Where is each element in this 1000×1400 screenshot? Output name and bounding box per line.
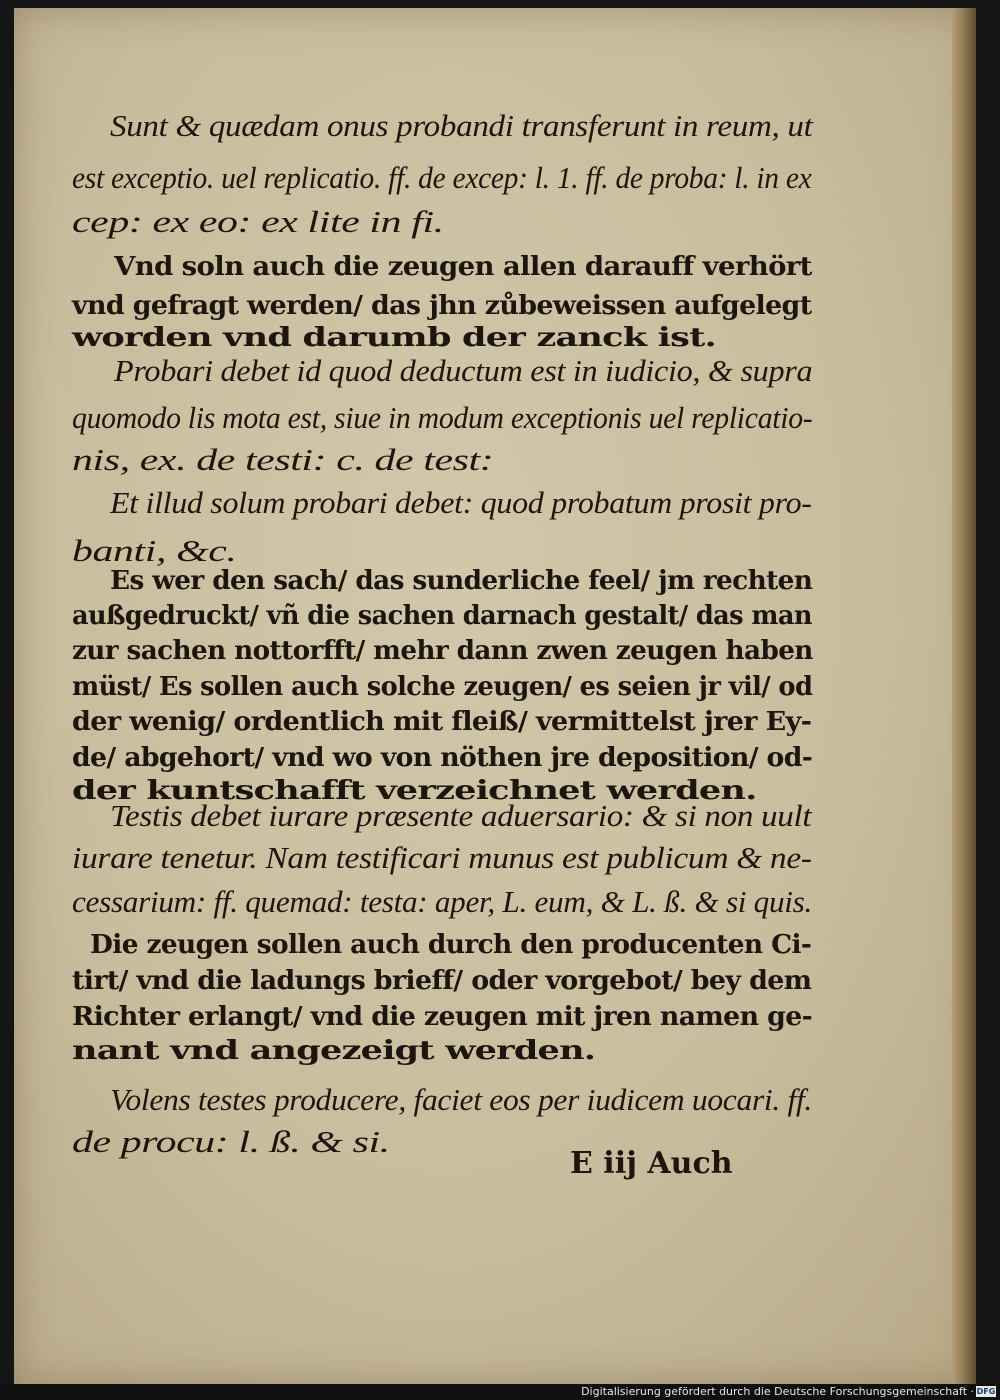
text-line: iurare tenetur. Nam testificari munus est publicum & ne- — [72, 840, 812, 875]
text-line: de/ abgehort/ vnd wo von nöthen jre deposition/ od- — [72, 743, 813, 773]
text-line: Die zeugen sollen auch durch den producenten Ci- — [90, 930, 812, 960]
text-line: müst/ Es sollen auch solche zeugen/ es seien jr vil/ od — [72, 672, 813, 702]
text-line: tirt/ vnd die ladungs brieff/ oder vorgebot/ bey dem — [72, 966, 812, 996]
text-line: nis, ex. de testi: c. de test: — [72, 442, 494, 477]
footer-bar — [0, 1384, 1000, 1400]
text-line: nant vnd angezeigt werden. — [72, 1036, 596, 1066]
text-line: vnd gefragt werden/ das jhn zůbeweissen aufgelegt — [72, 291, 812, 321]
text-line: zur sachen nottorfft/ mehr dann zwen zeugen haben — [72, 636, 813, 666]
text-line: Et illud solum probari debet: quod probatum prosit pro- — [110, 485, 812, 520]
book-page — [14, 8, 976, 1384]
text-line: außgedruckt/ vñ die sachen darnach gestalt/ das man — [72, 601, 812, 631]
text-line: Es wer den sach/ das sunderliche feel/ jm rechten — [110, 566, 813, 596]
text-line: quomodo lis mota est, siue in modum exceptionis uel replicatio- — [72, 400, 813, 435]
text-line: worden vnd darumb der zanck ist. — [72, 323, 716, 353]
text-line: Volens testes producere, faciet eos per iudicem uocari. ff. — [110, 1082, 813, 1117]
text-line: der kuntschafft verzeichnet werden. — [72, 776, 757, 806]
dfg-logo-icon: DFG — [976, 1387, 996, 1396]
text-line: Sunt & quædam onus probandi transferunt in reum, ut — [110, 108, 813, 143]
catchword: E iij Auch — [570, 1146, 733, 1181]
text-line: de procu: l. ß. & si. — [72, 1124, 390, 1159]
text-line: Probari debet id quod deductum est in iudicio, & supra — [114, 353, 813, 388]
text-line: der wenig/ ordentlich mit fleiß/ vermittelst jrer Ey- — [72, 707, 812, 737]
text-line: cessarium: ff. quemad: testa: aper, L. eum, & L. ß. & si quis. — [72, 884, 813, 919]
text-line: banti, &c. — [72, 533, 237, 568]
text-line: Testis debet iurare præsente aduersario: & si non uult — [110, 798, 812, 833]
text-line: Vnd soln auch die zeugen allen darauff verhört — [114, 252, 812, 282]
text-line: est exceptio. uel replicatio. ff. de excep: l. 1. ff. de proba: l. in ex — [72, 160, 812, 195]
text-line: Richter erlangt/ vnd die zeugen mit jren namen ge- — [72, 1002, 813, 1032]
page-text — [14, 8, 976, 1384]
funding-credit: Digitalisierung gefördert durch die Deutsche Forschungsgemeinschaft · — [581, 1385, 974, 1398]
text-line: cep: ex eo: ex lite in fi. — [72, 204, 444, 239]
